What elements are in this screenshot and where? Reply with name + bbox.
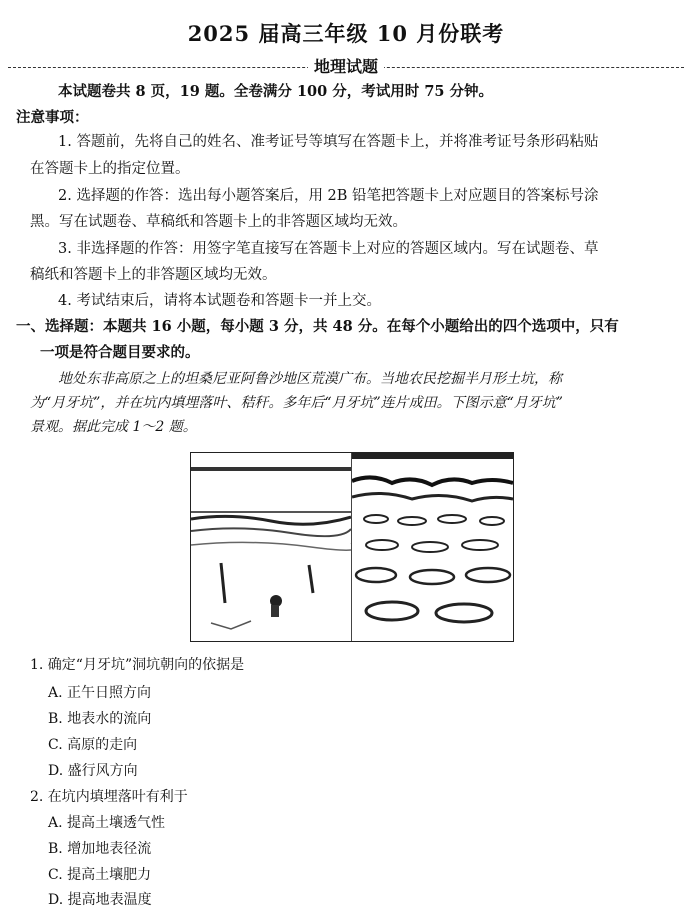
crescent-pit-photo	[190, 452, 514, 642]
question-1-option-d: D. 盛行风方向	[48, 763, 138, 779]
subject-title: 地理试题	[308, 54, 384, 77]
notice-heading: 注意事项：	[16, 109, 89, 126]
notice-line: 2. 选择题的作答：选出每小题答案后，用 2B 铅笔把答题卡上对应题目的答案标号涂	[58, 188, 599, 204]
question-1-stem: 1. 确定“月牙坑”洞坑朝向的依据是	[30, 657, 245, 673]
photo-left-panel	[191, 453, 352, 641]
notice-line: 1. 答题前，先将自己的姓名、准考证号等填写在答题卡上，并将准考证号条形码粘贴	[58, 134, 599, 150]
question-2-option-d: D. 提高地表温度	[48, 892, 152, 908]
question-1-option-c: C. 高原的走向	[48, 737, 138, 753]
landscape-illustration-right	[352, 453, 513, 641]
notice-line: 在答题卡上的指定位置。	[30, 161, 190, 177]
section-heading-cont: 一项是符合题目要求的。	[40, 344, 200, 361]
passage-line: 为“月牙坑”，并在坑内填埋落叶、秸秆。多年后“月牙坑”连片成田。下图示意“月牙坑”	[30, 395, 563, 411]
question-2-option-a: A. 提高土壤透气性	[48, 815, 166, 831]
landscape-illustration-left	[191, 453, 351, 641]
question-1-option-a: A. 正午日照方向	[48, 685, 152, 701]
subject-row	[8, 54, 684, 76]
exam-title: 2025 届高三年级 10 月份联考	[187, 21, 505, 46]
photo-right-panel	[352, 453, 513, 641]
exam-info: 本试题卷共 8 页，19 题。全卷满分 100 分，考试用时 75 分钟。	[58, 83, 494, 100]
question-2-option-b: B. 增加地表径流	[48, 841, 152, 857]
section-heading: 一、选择题：本题共 16 小题，每小题 3 分，共 48 分。在每个小题给出的四个选项中，只有	[16, 318, 619, 335]
question-2-stem: 2. 在坑内填埋落叶有利于	[30, 789, 188, 805]
notice-line: 3. 非选择题的作答：用签字笔直接写在答题卡上对应的答题区域内。写在试题卷、草	[58, 241, 599, 257]
passage-line: 景观。据此完成 1～2 题。	[30, 419, 197, 435]
notice-line: 黑。写在试题卷、草稿纸和答题卡上的非答题区域均无效。	[30, 214, 407, 230]
notice-line: 稿纸和答题卡上的非答题区域均无效。	[30, 267, 277, 283]
passage-line: 地处东非高原之上的坦桑尼亚阿鲁沙地区荒漠广布。当地农民挖掘半月形土坑，称	[58, 371, 562, 387]
question-1-option-b: B. 地表水的流向	[48, 711, 152, 727]
question-2-option-c: C. 提高土壤肥力	[48, 867, 152, 883]
notice-line: 4. 考试结束后，请将本试题卷和答题卡一并上交。	[58, 293, 381, 309]
